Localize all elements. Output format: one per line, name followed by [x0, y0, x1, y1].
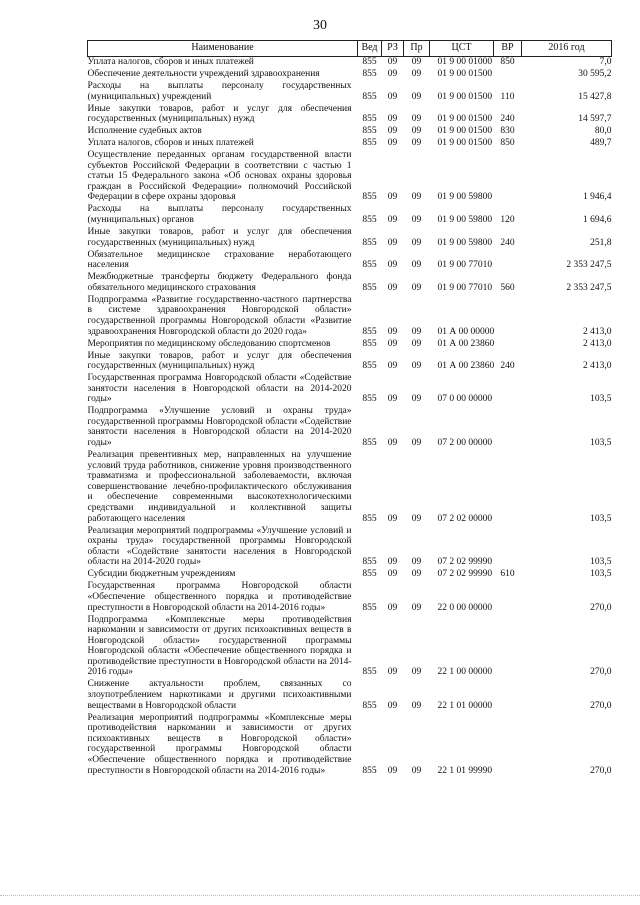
cell-vr — [494, 450, 522, 526]
cell-ved: 855 — [362, 57, 377, 67]
cell-pr: 09 — [411, 361, 422, 372]
table-row — [88, 81, 612, 104]
cell-sum: 103,5 — [590, 394, 612, 405]
cell-sum: 80,0 — [594, 126, 612, 137]
budget-table — [87, 40, 612, 778]
cell-sum: 7,0 — [599, 57, 612, 67]
cell-sum: 2 353 247,5 — [566, 260, 612, 271]
header-pr: Пр — [404, 41, 430, 57]
cell-name: Подпрограмма «Комплексные меры противодействия наркомании и зависимости от других психоактивных веществ в Новгородской области» государственной программы Новгородской области «Обеспечение общественного порядка и противодействие преступности в Новгородской области на 2014-2016 годы» — [87, 614, 352, 678]
cell-rz: 09 — [387, 192, 398, 203]
header-vr: ВР — [494, 41, 522, 57]
cell-rz: 09 — [387, 602, 398, 613]
cell-rz: 09 — [387, 438, 398, 449]
cell-ved: 855 — [362, 126, 377, 137]
table-header-row — [88, 41, 612, 57]
cell-sum: 103,5 — [590, 557, 612, 568]
table-row — [88, 615, 612, 680]
cell-cst: 22 0 00 00000 — [437, 602, 493, 613]
cell-vr — [494, 526, 522, 570]
cell-ved: 855 — [362, 700, 377, 711]
cell-vr: 850 — [500, 138, 515, 149]
cell-pr: 09 — [411, 68, 422, 79]
table-body — [88, 57, 612, 778]
cell-sum: 2 413,0 — [583, 338, 612, 349]
cell-cst: 01 9 00 59800 — [437, 237, 493, 248]
cell-cst: 22 1 01 00000 — [437, 700, 493, 711]
cell-rz: 09 — [387, 513, 398, 524]
cell-ved: 855 — [362, 260, 377, 271]
cell-rz: 09 — [387, 57, 398, 67]
cell-pr: 09 — [411, 326, 422, 337]
cell-cst: 01 9 00 59800 — [437, 192, 493, 203]
cell-rz: 09 — [387, 667, 398, 678]
cell-rz: 09 — [387, 557, 398, 568]
cell-vr: 560 — [500, 282, 515, 293]
cell-pr: 09 — [411, 282, 422, 293]
cell-vr — [494, 295, 522, 339]
table-row — [88, 250, 612, 273]
cell-vr: 830 — [500, 126, 515, 137]
table-row — [88, 450, 612, 526]
cell-pr: 09 — [411, 215, 422, 226]
cell-name: Мероприятия по медицинскому обследованию спортсменов — [87, 338, 331, 349]
cell-sum: 14 597,7 — [578, 114, 612, 125]
cell-cst: 01 9 00 77010 — [437, 282, 493, 293]
cell-rz: 09 — [387, 91, 398, 102]
cell-pr: 09 — [411, 57, 422, 67]
cell-name: Осуществление переданных органам государственной власти субъектов Российской Федерации в соответствии с частью 1 статьи 15 Федерального закона «Об основах охраны здоровья граждан в Российской Федерации» полномочий Российской Федерации в сфере охраны здоровья — [87, 150, 352, 203]
cell-cst: 01 9 00 01500 — [437, 138, 493, 149]
cell-ved: 855 — [362, 91, 377, 102]
scan-edge-line — [0, 895, 640, 896]
page-number: 30 — [313, 18, 327, 33]
cell-vr: 120 — [500, 215, 515, 226]
table-row — [88, 526, 612, 570]
cell-cst: 07 2 02 00000 — [437, 513, 493, 524]
table-row — [88, 138, 612, 150]
cell-cst: 01 9 00 01500 — [437, 126, 493, 137]
cell-vr: 610 — [500, 569, 515, 580]
header-cst: ЦСТ — [430, 41, 494, 57]
cell-ved: 855 — [362, 557, 377, 568]
cell-rz: 09 — [387, 361, 398, 372]
cell-name: Обязательное медицинское страхование неработающего населения — [87, 249, 352, 271]
cell-pr: 09 — [411, 237, 422, 248]
cell-sum: 270,0 — [590, 667, 612, 678]
table-row — [88, 581, 612, 614]
cell-name: Уплата налогов, сборов и иных платежей — [87, 138, 254, 149]
cell-name: Межбюджетные трансферты бюджету Федерального фонда обязательного медицинского страхования — [87, 272, 352, 293]
cell-vr: 850 — [500, 57, 515, 67]
cell-rz: 09 — [387, 394, 398, 405]
cell-name: Государственная программа Новгородской области «Содействие занятости населения в Новгородской области на 2014-2020 годы» — [87, 373, 352, 405]
cell-rz: 09 — [387, 126, 398, 137]
table-row — [88, 569, 612, 581]
table-row — [88, 679, 612, 712]
cell-rz: 09 — [387, 700, 398, 711]
cell-name: Государственная программа Новгородской области «Обеспечение общественного порядка и противодействие преступности в Новгородской области на 2014-2016 годы» — [87, 581, 352, 613]
cell-name: Снижение актуальности проблем, связанных со злоупотреблением наркотиками и другими психоактивными веществами в Новгородской области — [87, 679, 352, 711]
cell-pr: 09 — [411, 557, 422, 568]
cell-ved: 855 — [362, 667, 377, 678]
cell-ved: 855 — [362, 765, 377, 776]
cell-rz: 09 — [387, 765, 398, 776]
cell-cst: 01 9 00 01000 — [437, 57, 493, 67]
cell-cst: 01 А 00 00000 — [437, 326, 495, 337]
table-row — [88, 272, 612, 295]
cell-pr: 09 — [411, 438, 422, 449]
cell-name: Иные закупки товаров, работ и услуг для обеспечения государственных (муниципальных) нужд — [87, 350, 352, 372]
table-row — [88, 295, 612, 339]
cell-rz: 09 — [387, 68, 398, 79]
cell-vr: 240 — [500, 361, 515, 372]
cell-ved: 855 — [362, 237, 377, 248]
cell-vr — [494, 69, 522, 81]
cell-pr: 09 — [411, 338, 422, 349]
cell-name: Исполнение судебных актов — [87, 126, 202, 137]
cell-cst: 07 2 00 00000 — [437, 438, 493, 449]
cell-name: Иные закупки товаров, работ и услуг для обеспечения государственных (муниципальных) нужд — [87, 103, 352, 125]
cell-pr: 09 — [411, 260, 422, 271]
cell-pr: 09 — [411, 126, 422, 137]
cell-ved: 855 — [362, 326, 377, 337]
header-ved: Вед — [358, 41, 382, 57]
cell-ved: 855 — [362, 438, 377, 449]
cell-rz: 09 — [387, 569, 398, 580]
table-row — [88, 227, 612, 250]
cell-name: Реализация превентивных мер, направленных на улучшение условий труда работников, снижение уровня производственного травматизма и профессиональной заболеваемости, включая совершенствование лечебно-профилактического обслуживания и обеспечение современными высокотехнологическими средствами индивидуальной и коллективной защиты работающего населения — [87, 450, 352, 524]
cell-pr: 09 — [411, 138, 422, 149]
header-year: 2016 год — [522, 41, 612, 57]
cell-name: Реализация мероприятий подпрограммы «Улучшение условий и охраны труда» государственной программы Новгородской области «Содействие занятости населения в Новгородской области на 2014-2020 годы» — [87, 525, 352, 568]
cell-pr: 09 — [411, 114, 422, 125]
cell-vr — [494, 150, 522, 204]
cell-vr — [494, 615, 522, 680]
cell-vr: 110 — [500, 91, 515, 102]
cell-ved: 855 — [362, 215, 377, 226]
cell-ved: 855 — [362, 138, 377, 149]
cell-name: Подпрограмма «Развитие государственно-частного партнерства в системе здравоохранения Новгородской области» государственной программы Новгородской области «Развитие здравоохранения Новгородской области до 2020 года» — [87, 294, 352, 337]
cell-vr — [494, 339, 522, 351]
cell-name: Иные закупки товаров, работ и услуг для обеспечения государственных (муниципальных) нужд — [87, 227, 352, 248]
cell-ved: 855 — [362, 602, 377, 613]
cell-cst: 07 2 02 99990 — [437, 569, 493, 580]
cell-ved: 855 — [362, 114, 377, 125]
table-row — [88, 713, 612, 778]
header-name: Наименование — [88, 41, 358, 57]
cell-sum: 103,5 — [590, 569, 612, 580]
cell-sum: 103,5 — [590, 513, 612, 524]
cell-cst: 01 А 00 23860 — [437, 338, 495, 349]
cell-rz: 09 — [387, 282, 398, 293]
cell-pr: 09 — [411, 765, 422, 776]
cell-ved: 855 — [362, 569, 377, 580]
cell-sum: 2 413,0 — [583, 361, 612, 372]
table-row — [88, 406, 612, 450]
table-row — [88, 339, 612, 351]
cell-ved: 855 — [362, 513, 377, 524]
cell-cst: 01 А 00 23860 — [437, 361, 495, 372]
cell-vr — [494, 250, 522, 273]
cell-pr: 09 — [411, 192, 422, 203]
cell-ved: 855 — [362, 282, 377, 293]
cell-cst: 01 9 00 77010 — [437, 260, 493, 271]
cell-sum: 270,0 — [590, 602, 612, 613]
cell-pr: 09 — [411, 91, 422, 102]
table-row — [88, 204, 612, 227]
cell-cst: 07 2 02 99990 — [437, 557, 493, 568]
cell-sum: 1 946,4 — [583, 192, 612, 203]
cell-pr: 09 — [411, 569, 422, 580]
cell-cst: 01 9 00 01500 — [437, 114, 493, 125]
cell-ved: 855 — [362, 361, 377, 372]
table-row — [88, 351, 612, 374]
cell-vr — [494, 581, 522, 614]
cell-vr — [494, 406, 522, 450]
cell-vr: 240 — [500, 114, 515, 125]
cell-sum: 2 413,0 — [583, 326, 612, 337]
table-row — [88, 126, 612, 138]
table-row — [88, 104, 612, 127]
cell-ved: 855 — [362, 338, 377, 349]
cell-sum: 30 595,2 — [578, 68, 612, 79]
cell-pr: 09 — [411, 602, 422, 613]
cell-vr — [494, 713, 522, 778]
cell-name: Расходы на выплаты персоналу государственных (муниципальных) органов — [87, 204, 352, 226]
cell-rz: 09 — [387, 260, 398, 271]
cell-name: Уплата налогов, сборов и иных платежей — [87, 57, 254, 67]
cell-sum: 1 694,6 — [583, 215, 612, 226]
cell-rz: 09 — [387, 138, 398, 149]
cell-cst: 01 9 00 59800 — [437, 215, 493, 226]
cell-rz: 09 — [387, 326, 398, 337]
cell-ved: 855 — [362, 68, 377, 79]
table-row — [88, 57, 612, 69]
table-row — [88, 373, 612, 406]
table-row — [88, 69, 612, 81]
table-row — [88, 150, 612, 204]
cell-name: Подпрограмма «Улучшение условий и охраны труда» государственной программы Новгородской области «Содействие занятости населения в Новгородской области на 2014-2020 годы» — [87, 406, 352, 449]
cell-cst: 07 0 00 00000 — [437, 394, 493, 405]
cell-ved: 855 — [362, 394, 377, 405]
cell-rz: 09 — [387, 237, 398, 248]
cell-name: Реализация мероприятий подпрограммы «Комплексные меры противодействия наркомании и зависимости от других психоактивных веществ в Новгородской области» государственной программы Новгородской области «Обеспечение общественного порядка и противодействие преступности в Новгородской области на 2014-2016 годы» — [87, 712, 352, 776]
cell-sum: 15 427,8 — [578, 91, 612, 102]
cell-cst: 01 9 00 01500 — [437, 91, 493, 102]
cell-pr: 09 — [411, 394, 422, 405]
cell-sum: 103,5 — [590, 438, 612, 449]
cell-vr: 240 — [500, 237, 515, 248]
cell-rz: 09 — [387, 338, 398, 349]
cell-rz: 09 — [387, 215, 398, 226]
cell-pr: 09 — [411, 513, 422, 524]
cell-name: Обеспечение деятельности учреждений здравоохранения — [87, 68, 320, 79]
cell-name: Субсидии бюджетным учреждениям — [87, 569, 236, 580]
cell-sum: 270,0 — [590, 700, 612, 711]
cell-cst: 22 1 00 00000 — [437, 667, 493, 678]
cell-rz: 09 — [387, 114, 398, 125]
cell-name: Расходы на выплаты персоналу государственных (муниципальных) учреждений — [87, 80, 352, 102]
header-rz: РЗ — [382, 41, 404, 57]
cell-vr — [494, 679, 522, 712]
cell-cst: 01 9 00 01500 — [437, 68, 493, 79]
cell-cst: 22 1 01 99990 — [437, 765, 493, 776]
cell-sum: 2 353 247,5 — [566, 282, 612, 293]
cell-sum: 251,8 — [590, 237, 612, 248]
cell-ved: 855 — [362, 192, 377, 203]
cell-pr: 09 — [411, 700, 422, 711]
cell-pr: 09 — [411, 667, 422, 678]
cell-sum: 489,7 — [590, 138, 612, 149]
cell-sum: 270,0 — [590, 765, 612, 776]
cell-vr — [494, 373, 522, 406]
